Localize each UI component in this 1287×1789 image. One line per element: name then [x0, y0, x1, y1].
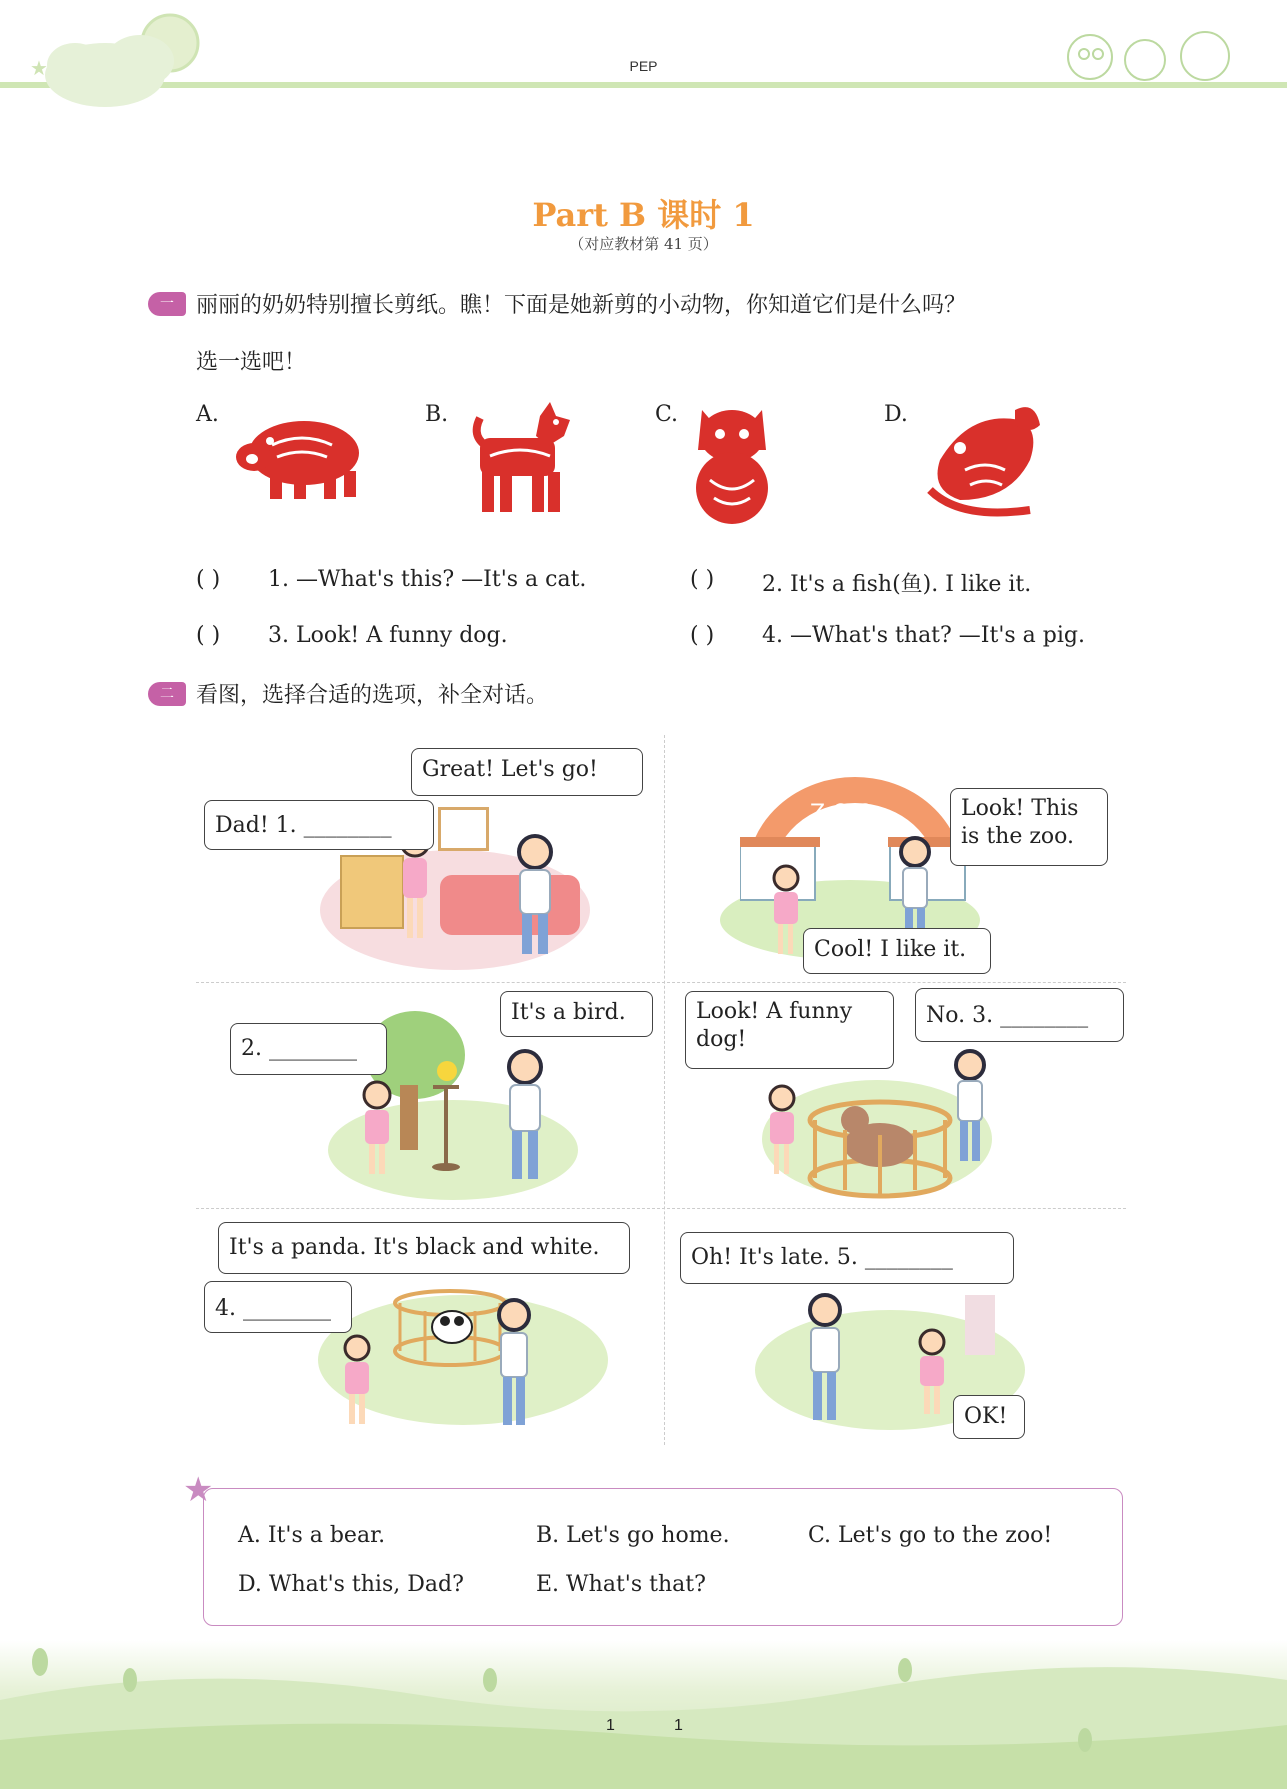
- building: [965, 1295, 995, 1355]
- animal-faces-icon: [1060, 22, 1250, 84]
- question-2-paren: ( ): [690, 567, 715, 592]
- option-d-letter: D.: [884, 402, 908, 427]
- choice-b: B. Let's go home.: [536, 1523, 730, 1548]
- question-3-paren: ( ): [196, 623, 221, 648]
- section1-instruction: 丽丽的奶奶特别擅长剪纸。瞧！下面是她新剪的小动物，你知道它们是什么吗？: [196, 293, 967, 318]
- panel-divider: [196, 982, 1126, 983]
- bird-stand-icon: [425, 1055, 465, 1175]
- speech-bubble: Look! This is the zoo.: [950, 788, 1108, 866]
- dad-icon: [510, 830, 560, 960]
- page-number: 1: [674, 1717, 683, 1734]
- speech-bubble-blank-1: Dad! 1. ________: [204, 800, 434, 850]
- choice-a: A. It's a bear.: [238, 1523, 386, 1548]
- girl-icon: [764, 1080, 800, 1180]
- dad-icon: [950, 1045, 990, 1165]
- header-label: PEP: [629, 58, 658, 74]
- speech-bubble: OK!: [953, 1395, 1025, 1439]
- girl-icon: [357, 1075, 397, 1180]
- speech-bubble: Cool! I like it.: [803, 928, 991, 974]
- option-b-letter: B.: [425, 402, 449, 427]
- choice-c: C. Let's go to the zoo!: [808, 1523, 1053, 1548]
- star-icon: ★: [183, 1470, 214, 1510]
- speech-bubble-blank-3: No. 3. ________: [915, 988, 1124, 1042]
- question-4: 4. —What's that? —It's a pig.: [762, 623, 1085, 648]
- option-a-letter: A.: [196, 402, 219, 427]
- section1-badge: 一: [148, 292, 186, 316]
- girl-icon: [912, 1325, 952, 1420]
- panel-divider: [196, 1208, 1126, 1209]
- pig-papercut-icon: [232, 405, 372, 505]
- section2-badge: 二: [148, 682, 186, 706]
- speech-bubble: Great! Let's go!: [411, 748, 643, 796]
- page-number: 1: [606, 1717, 615, 1734]
- page-title: Part B 课时 1: [532, 196, 755, 234]
- choice-box: [203, 1488, 1123, 1626]
- panel-divider: [664, 735, 665, 1445]
- svg-text:★: ★: [30, 56, 48, 80]
- question-2: 2. It's a fish(鱼). I like it.: [762, 572, 1032, 597]
- bear-cage-icon: [805, 1090, 955, 1200]
- question-4-paren: ( ): [690, 623, 715, 648]
- speech-bubble-blank-2: 2. ________: [230, 1023, 387, 1075]
- page-subtitle: （对应教材第 41 页）: [569, 235, 718, 253]
- option-c-letter: C.: [655, 402, 679, 427]
- picture-frame: [438, 807, 489, 851]
- girl-icon: [768, 860, 804, 960]
- speech-bubble: It's a bird.: [500, 991, 653, 1037]
- girl-icon: [337, 1330, 377, 1430]
- section1-instruction-2: 选一选吧！: [196, 350, 307, 375]
- question-1-paren: ( ): [196, 567, 221, 592]
- speech-bubble: It's a panda. It's black and white.: [218, 1222, 630, 1274]
- question-1: 1. —What's this? —It's a cat.: [268, 567, 587, 592]
- choice-d: D. What's this, Dad?: [238, 1572, 464, 1597]
- speech-bubble-blank-5: Oh! It's late. 5. ________: [680, 1232, 1014, 1284]
- choice-e: E. What's that?: [536, 1572, 706, 1597]
- dad-icon: [800, 1290, 850, 1425]
- cat-papercut-icon: [690, 400, 775, 525]
- dad-icon: [500, 1045, 550, 1185]
- svg-text:Z O O: Z O O: [810, 801, 874, 826]
- dad-icon: [492, 1295, 536, 1430]
- section2-instruction: 看图，选择合适的选项，补全对话。: [196, 683, 549, 708]
- speech-bubble-blank-4: 4. ________: [204, 1281, 352, 1333]
- dog-papercut-icon: [460, 398, 585, 516]
- speech-bubble: Look! A funny dog!: [685, 991, 894, 1069]
- footer-hills-icon: [0, 1640, 1287, 1789]
- fish-papercut-icon: [920, 400, 1045, 520]
- question-3: 3. Look! A funny dog.: [268, 623, 508, 648]
